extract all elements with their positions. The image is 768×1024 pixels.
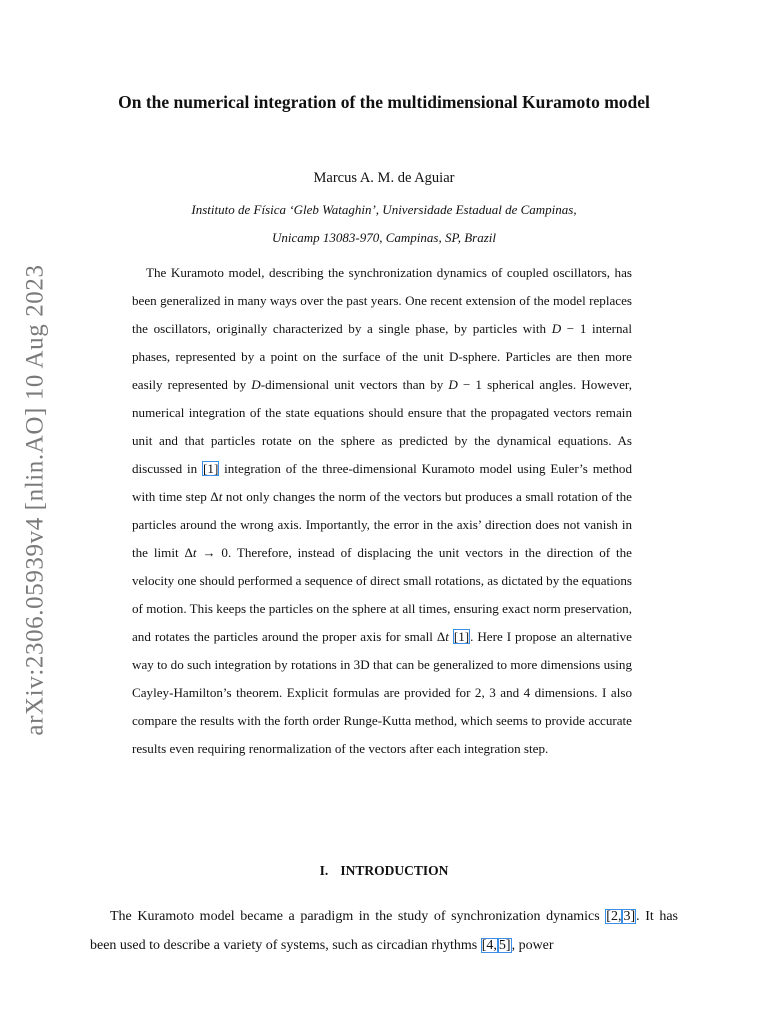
abstract-text: . Here I propose an alternative way to do such integration by rotations in 3D that can be generalized to more dimensions using Cayley-Hamilton’s theorem. Explicit formulas are provided for 2, 3 and 4 dimensions. I also compare the results with the forth order Runge-Kutta method, which seems to provide accurate results even requiring renormalization of the vectors after each integration step. xyxy=(132,629,632,756)
citation-link-5[interactable]: 5] xyxy=(498,937,511,953)
body-text: , power xyxy=(511,937,554,953)
abstract-text: integration of the three-dimensional Kuramoto model using Euler’s method with time step Δ xyxy=(132,461,633,504)
citation-link-2[interactable]: [2, xyxy=(606,909,622,924)
abstract-text: not only changes the norm of the vectors but produces a small rotation of the particles around the wrong axis. Importantly, the error in the axis’ direction does not vanish in the limit Δ xyxy=(132,489,632,560)
citation-link-3[interactable]: 3] xyxy=(623,909,636,924)
author-affiliation xyxy=(80,196,688,252)
citation-link-1[interactable]: [1] xyxy=(453,629,470,644)
paper-title: On the numerical integration of the multidimensional Kuramoto model xyxy=(118,92,650,112)
affiliation-line-1: Instituto de Física ‘Gleb Wataghin’, Universidade Estadual de Campinas, xyxy=(191,202,577,217)
citation-link-4[interactable]: [4, xyxy=(481,937,497,953)
arxiv-identifier xyxy=(8,260,64,740)
body-text: The Kuramoto model became a paradigm in the study of synchronization dynamics xyxy=(110,909,606,924)
citation-link-1[interactable]: [1] xyxy=(203,461,219,476)
abstract-text: − 1 internal phases, represented by a point on the surface of the unit D-sphere. Particles are then more easily represented by xyxy=(132,321,632,392)
math-symbol: t xyxy=(192,545,197,560)
intro-paragraph xyxy=(90,903,678,960)
math-symbol: D xyxy=(251,377,261,392)
author-name: Marcus A. M. de Aguiar xyxy=(313,170,455,186)
section-heading xyxy=(80,860,688,882)
math-symbol: D xyxy=(551,321,562,336)
abstract-text: The Kuramoto model, describing the synchronization dynamics of coupled oscillators, has been generalized in many ways over the past years. One recent extension of the model replaces the oscillators, originally characterized by a single phase, by particles with xyxy=(132,265,632,336)
section-number: I. xyxy=(319,863,329,878)
abstract-text: − 1 spherical angles. However, numerical integration of the state equations should ensure that the propagated vectors remain unit and that particles rotate on the sphere as predicted by the dynamical equations. As discussed in xyxy=(132,377,632,476)
math-symbol: D xyxy=(448,377,458,392)
section-title: INTRODUCTION xyxy=(340,863,449,878)
arxiv-identifier-text: arXiv:2306.05939v4 [nlin.AO] 10 Aug 2023 xyxy=(22,264,50,736)
abstract-text: -dimensional unit vectors than by xyxy=(260,377,449,392)
abstract xyxy=(132,259,632,763)
abstract-text: → 0. Therefore, instead of displacing the unit vectors in the direction of the velocity one should performed a sequence of direct small rotations, as dictated by the equations of motion. This keeps the particles on the sphere at all times, ensuring exact norm preservation, and rotates the particles around the proper axis for small Δ xyxy=(132,545,632,644)
math-symbol: t xyxy=(218,489,223,504)
body-text: . It has been used to describe a variety of systems, such as circadian rhythms xyxy=(90,909,678,953)
math-symbol: t xyxy=(445,629,449,644)
affiliation-line-2: Unicamp 13083-970, Campinas, SP, Brazil xyxy=(271,230,496,245)
